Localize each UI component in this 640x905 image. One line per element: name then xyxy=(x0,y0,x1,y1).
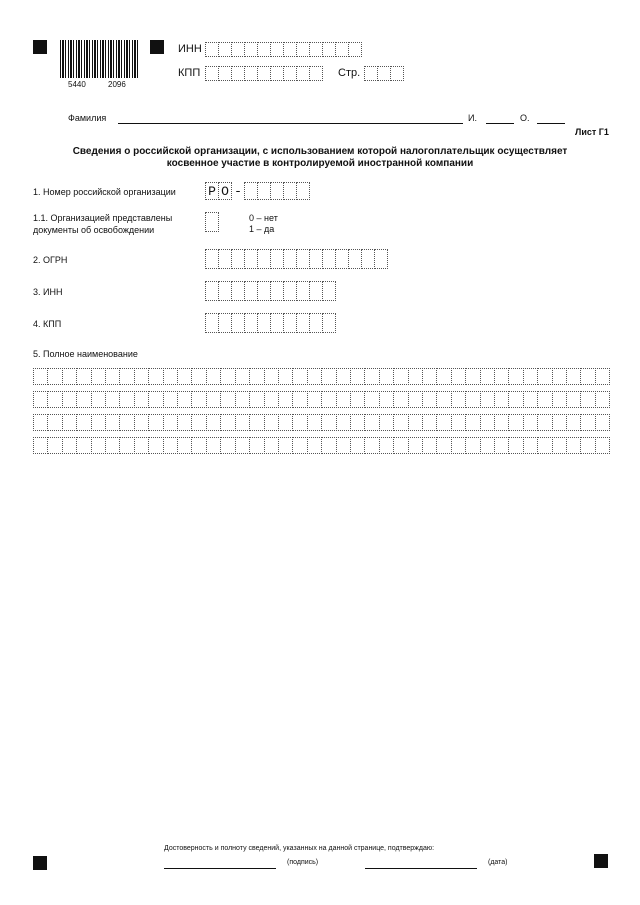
full-name-cell[interactable] xyxy=(451,437,466,454)
full-name-cell[interactable] xyxy=(580,414,595,431)
full-name-cell[interactable] xyxy=(62,368,77,385)
full-name-cell[interactable] xyxy=(235,391,250,408)
full-name-row[interactable] xyxy=(33,391,609,408)
full-name-cell[interactable] xyxy=(220,391,235,408)
full-name-cell[interactable] xyxy=(465,437,480,454)
docs-label-line-1: 1.1. Организацией представлены xyxy=(33,213,173,223)
confirm-text: Достоверность и полноту сведений, указанных на данной странице, подтверждаю: xyxy=(164,845,435,852)
full-name-cell[interactable] xyxy=(422,368,437,385)
full-name-cell[interactable] xyxy=(134,368,149,385)
header-kpp-label: КПП xyxy=(178,67,201,79)
full-name-cell[interactable] xyxy=(148,391,163,408)
section-title xyxy=(40,146,600,170)
option-no: 0 – нет xyxy=(249,213,278,223)
full-name-row[interactable] xyxy=(33,437,609,454)
full-name-cell[interactable] xyxy=(206,368,221,385)
date-line[interactable] xyxy=(365,867,477,869)
full-name-cell[interactable] xyxy=(422,437,437,454)
docs-label-line-2: документы об освобождении xyxy=(33,225,155,235)
full-name-cell[interactable] xyxy=(119,414,134,431)
kpp-label: 4. КПП xyxy=(33,319,62,329)
full-name-cell[interactable] xyxy=(119,391,134,408)
full-name-cell[interactable] xyxy=(206,437,221,454)
full-name-cell[interactable] xyxy=(206,414,221,431)
full-name-cell[interactable] xyxy=(566,414,581,431)
full-name-cell[interactable] xyxy=(191,414,206,431)
surname-line[interactable] xyxy=(118,122,463,124)
full-name-cell[interactable] xyxy=(393,414,408,431)
full-name-cell[interactable] xyxy=(292,391,307,408)
section-title-line-2: косвенное участие в контролируемой иностранной компании xyxy=(166,158,474,169)
full-name-cell[interactable] xyxy=(47,391,62,408)
full-name-cell[interactable] xyxy=(580,368,595,385)
full-name-cell[interactable] xyxy=(47,368,62,385)
full-name-cell[interactable] xyxy=(508,391,523,408)
ogrn-label: 2. ОГРН xyxy=(33,255,68,265)
full-name-cell[interactable] xyxy=(436,437,451,454)
full-name-cell[interactable] xyxy=(91,368,106,385)
full-name-cell[interactable] xyxy=(379,414,394,431)
full-name-cell[interactable] xyxy=(393,437,408,454)
full-name-cell[interactable] xyxy=(422,414,437,431)
full-name-cell[interactable] xyxy=(163,437,178,454)
full-name-cell[interactable] xyxy=(264,437,279,454)
full-name-cell[interactable] xyxy=(191,437,206,454)
org-number-prefix-cell: - xyxy=(234,184,242,199)
header-page-label: Стр. xyxy=(338,67,361,79)
inn-cells[interactable] xyxy=(205,281,335,301)
signature-line[interactable] xyxy=(164,867,276,869)
full-name-cell[interactable] xyxy=(436,368,451,385)
full-name-cell[interactable] xyxy=(134,391,149,408)
full-name-cell[interactable] xyxy=(163,368,178,385)
full-name-cell[interactable] xyxy=(566,368,581,385)
full-name-cell[interactable] xyxy=(595,437,610,454)
full-name-cell[interactable] xyxy=(566,391,581,408)
full-name-cell[interactable] xyxy=(206,391,221,408)
full-name-cell[interactable] xyxy=(292,368,307,385)
full-name-cell[interactable] xyxy=(307,414,322,431)
full-name-cell[interactable] xyxy=(235,414,250,431)
full-name-cell[interactable] xyxy=(292,414,307,431)
full-name-cell[interactable] xyxy=(235,437,250,454)
full-name-cell[interactable] xyxy=(408,437,423,454)
full-name-cell[interactable] xyxy=(480,437,495,454)
full-name-cell[interactable] xyxy=(408,391,423,408)
full-name-label: 5. Полное наименование xyxy=(33,349,138,359)
full-name-cell[interactable] xyxy=(76,437,91,454)
full-name-cell[interactable] xyxy=(336,414,351,431)
registration-marker-bottom-left xyxy=(33,856,47,870)
full-name-cell[interactable] xyxy=(364,437,379,454)
header-inn-label: ИНН xyxy=(178,43,202,55)
inn-label: 3. ИНН xyxy=(33,287,63,297)
full-name-cell[interactable] xyxy=(580,391,595,408)
docs-flag-cell[interactable] xyxy=(205,212,218,232)
full-name-cell[interactable] xyxy=(494,391,509,408)
initial-i-line[interactable] xyxy=(486,122,514,124)
full-name-cell[interactable] xyxy=(177,437,192,454)
full-name-cell[interactable] xyxy=(494,414,509,431)
full-name-cell[interactable] xyxy=(33,368,48,385)
full-name-cell[interactable] xyxy=(537,437,552,454)
header-kpp-cells[interactable] xyxy=(205,66,322,81)
full-name-cell[interactable] xyxy=(105,391,120,408)
full-name-cell[interactable] xyxy=(191,391,206,408)
full-name-cell[interactable] xyxy=(494,437,509,454)
initial-o-label: О. xyxy=(520,113,530,123)
full-name-cell[interactable] xyxy=(350,437,365,454)
full-name-cell[interactable] xyxy=(249,414,264,431)
barcode-number-right: 2096 xyxy=(108,80,126,89)
full-name-cell[interactable] xyxy=(163,391,178,408)
full-name-cell[interactable] xyxy=(33,437,48,454)
full-name-cell[interactable] xyxy=(134,437,149,454)
registration-marker-bottom-right xyxy=(594,854,608,868)
full-name-cell[interactable] xyxy=(508,437,523,454)
full-name-cell[interactable] xyxy=(76,414,91,431)
full-name-cell[interactable] xyxy=(393,368,408,385)
full-name-cell[interactable] xyxy=(264,414,279,431)
full-name-cell[interactable] xyxy=(134,414,149,431)
full-name-cell[interactable] xyxy=(350,391,365,408)
full-name-cell[interactable] xyxy=(191,368,206,385)
full-name-cell[interactable] xyxy=(523,391,538,408)
full-name-cell[interactable] xyxy=(336,437,351,454)
full-name-cell[interactable] xyxy=(76,391,91,408)
full-name-cell[interactable] xyxy=(408,368,423,385)
full-name-row[interactable] xyxy=(33,368,609,385)
full-name-cell[interactable] xyxy=(436,391,451,408)
full-name-cell[interactable] xyxy=(523,414,538,431)
full-name-cell[interactable] xyxy=(47,437,62,454)
org-number-cells[interactable] xyxy=(205,182,309,200)
option-yes: 1 – да xyxy=(249,224,275,234)
full-name-cell[interactable] xyxy=(364,414,379,431)
org-number-prefix-cell: О xyxy=(218,182,232,200)
full-name-cell[interactable] xyxy=(422,391,437,408)
full-name-cell[interactable] xyxy=(76,368,91,385)
full-name-cell[interactable] xyxy=(177,391,192,408)
registration-marker-top-left xyxy=(33,40,47,54)
full-name-cell[interactable] xyxy=(321,391,336,408)
registration-marker-top-right xyxy=(150,40,164,54)
full-name-cell[interactable] xyxy=(350,414,365,431)
full-name-cell[interactable] xyxy=(595,391,610,408)
full-name-cell[interactable] xyxy=(523,437,538,454)
full-name-cell[interactable] xyxy=(307,437,322,454)
full-name-cell[interactable] xyxy=(508,414,523,431)
ogrn-cells[interactable] xyxy=(205,249,387,269)
full-name-cell[interactable] xyxy=(508,368,523,385)
full-name-cell[interactable] xyxy=(336,368,351,385)
full-name-cell[interactable] xyxy=(465,368,480,385)
full-name-row[interactable] xyxy=(33,414,609,431)
full-name-cell[interactable] xyxy=(537,368,552,385)
full-name-cell[interactable] xyxy=(119,437,134,454)
full-name-cell[interactable] xyxy=(321,368,336,385)
full-name-cell[interactable] xyxy=(321,437,336,454)
full-name-cell[interactable] xyxy=(307,368,322,385)
full-name-cell[interactable] xyxy=(220,437,235,454)
kpp-cells[interactable] xyxy=(205,313,335,333)
full-name-cell[interactable] xyxy=(480,391,495,408)
initial-i-label: И. xyxy=(468,113,477,123)
full-name-cell[interactable] xyxy=(451,368,466,385)
full-name-cell[interactable] xyxy=(292,437,307,454)
full-name-cell[interactable] xyxy=(364,368,379,385)
full-name-cell[interactable] xyxy=(278,368,293,385)
full-name-cell[interactable] xyxy=(552,414,567,431)
full-name-cell[interactable] xyxy=(249,368,264,385)
full-name-cell[interactable] xyxy=(105,414,120,431)
full-name-cell[interactable] xyxy=(465,414,480,431)
org-number-label: 1. Номер российской организации xyxy=(33,187,176,197)
full-name-cell[interactable] xyxy=(264,391,279,408)
full-name-cell[interactable] xyxy=(148,437,163,454)
barcode-number-left: 5440 xyxy=(68,80,86,89)
sheet-label: Лист Г1 xyxy=(575,127,609,137)
header-page-cells[interactable] xyxy=(364,66,403,81)
org-number-prefix-cell: Р xyxy=(205,182,219,200)
full-name-cell[interactable] xyxy=(580,437,595,454)
full-name-cell[interactable] xyxy=(595,414,610,431)
full-name-cell[interactable] xyxy=(105,437,120,454)
full-name-cell[interactable] xyxy=(552,368,567,385)
full-name-cell[interactable] xyxy=(537,414,552,431)
full-name-cell[interactable] xyxy=(566,437,581,454)
full-name-cell[interactable] xyxy=(523,368,538,385)
full-name-cell[interactable] xyxy=(62,414,77,431)
full-name-cell[interactable] xyxy=(47,414,62,431)
header-inn-cells[interactable] xyxy=(205,42,361,57)
section-title-line-1: Сведения о российской организации, с использованием которой налогоплательщик осуществляет xyxy=(72,146,568,157)
full-name-cell[interactable] xyxy=(278,414,293,431)
full-name-cell[interactable] xyxy=(148,414,163,431)
full-name-cell[interactable] xyxy=(379,437,394,454)
full-name-cell[interactable] xyxy=(62,391,77,408)
full-name-cell[interactable] xyxy=(379,391,394,408)
full-name-cell[interactable] xyxy=(91,437,106,454)
full-name-cell[interactable] xyxy=(552,437,567,454)
full-name-cell[interactable] xyxy=(451,414,466,431)
full-name-cell[interactable] xyxy=(321,414,336,431)
full-name-cell[interactable] xyxy=(278,391,293,408)
full-name-cell[interactable] xyxy=(307,391,322,408)
full-name-cell[interactable] xyxy=(119,368,134,385)
full-name-cell[interactable] xyxy=(249,391,264,408)
full-name-cell[interactable] xyxy=(465,391,480,408)
full-name-cell[interactable] xyxy=(33,414,48,431)
full-name-cell[interactable] xyxy=(249,437,264,454)
full-name-cell[interactable] xyxy=(163,414,178,431)
full-name-cell[interactable] xyxy=(91,414,106,431)
full-name-cell[interactable] xyxy=(379,368,394,385)
full-name-cell[interactable] xyxy=(552,391,567,408)
barcode xyxy=(60,40,140,78)
signature-label: (подпись) xyxy=(287,859,319,866)
full-name-cell[interactable] xyxy=(62,437,77,454)
full-name-cell[interactable] xyxy=(408,414,423,431)
date-label: (дата) xyxy=(488,859,508,866)
full-name-cell[interactable] xyxy=(350,368,365,385)
full-name-cell[interactable] xyxy=(393,391,408,408)
full-name-cell[interactable] xyxy=(537,391,552,408)
initial-o-line[interactable] xyxy=(537,122,565,124)
full-name-cell[interactable] xyxy=(595,368,610,385)
full-name-cell[interactable] xyxy=(480,368,495,385)
full-name-cell[interactable] xyxy=(480,414,495,431)
full-name-cell[interactable] xyxy=(235,368,250,385)
surname-label: Фамилия xyxy=(68,113,107,123)
full-name-cell[interactable] xyxy=(105,368,120,385)
full-name-cell[interactable] xyxy=(33,391,48,408)
full-name-cell[interactable] xyxy=(177,414,192,431)
full-name-cell[interactable] xyxy=(220,414,235,431)
full-name-cell[interactable] xyxy=(264,368,279,385)
full-name-cell[interactable] xyxy=(494,368,509,385)
full-name-cell[interactable] xyxy=(364,391,379,408)
full-name-cell[interactable] xyxy=(278,437,293,454)
full-name-cell[interactable] xyxy=(451,391,466,408)
full-name-cell[interactable] xyxy=(220,368,235,385)
full-name-cell[interactable] xyxy=(177,368,192,385)
full-name-cell[interactable] xyxy=(91,391,106,408)
full-name-cell[interactable] xyxy=(336,391,351,408)
full-name-cell[interactable] xyxy=(148,368,163,385)
full-name-cell[interactable] xyxy=(436,414,451,431)
